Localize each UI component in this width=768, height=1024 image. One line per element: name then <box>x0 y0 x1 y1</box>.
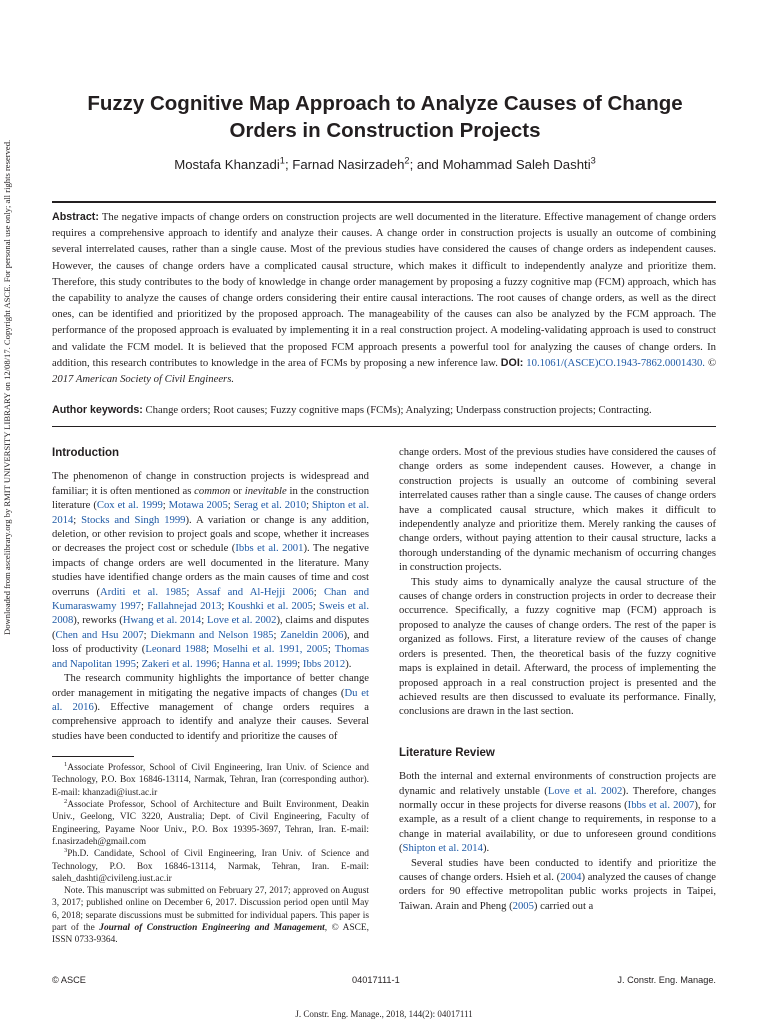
citation-link[interactable]: Shipton et al. 2014 <box>402 843 483 855</box>
citation-link[interactable]: Assaf and Al-Hejji 2006 <box>196 586 314 598</box>
text-run: Both the internal and external environments of construction projects are dynamic and relatively unstable ( <box>399 771 716 797</box>
author-list: Mostafa Khanzadi$^1$; Farnad Nasirzadeh$^2$; and Mohammad Saleh Dashti$^3$ <box>174 155 596 172</box>
abstract-text: The negative impacts of change orders on construction projects are well documented in the literature. Effective management of change orders requires a comprehensive approach to identify and analyze their causes. A change order in construction projects is usually an outcome of combining several interrelated causes, rather than a single cause. Most of the previous studies have considered the causes of change orders as independent causes. However, the causes of change orders have a complicated causal structure, which makes it difficult to independently analyze and prioritize them. Therefore, this study contributes to the body of knowledge in change order management by proposing a fuzzy cognitive map (FCM) approach, which has the capability to analyze the causes of change orders considering their entire causal interactions. The root causes of change orders, as well as the direct ones, can be identified and prioritized by the proposed approach. The manageability of the causes can also be analyzed by the FCM approach. The performance of the proposed approach is evaluated by implementing it in a real construction project. A modeling-validating approach is used to construct and validate the FCM model. It is believed that the proposed FCM approach presents a powerful tool for analyzing the causes of change orders. In addition, this research contributes to knowledge in the area of FCMs by proposing a new inference law. <box>52 211 716 369</box>
intro-paragraph-2 <box>52 672 369 744</box>
text-run: ; <box>135 658 142 670</box>
text-run: Several studies have been conducted to identify and prioritize the causes of change orders. Hsieh et al. ( <box>399 857 716 883</box>
text-run: ; <box>327 644 335 656</box>
literature-review-heading: Literature Review <box>399 746 495 759</box>
footnote <box>52 885 369 946</box>
footnotes <box>52 762 369 946</box>
text-run: ; <box>206 644 214 656</box>
citation-link[interactable]: Du et al. 2016 <box>52 687 369 713</box>
text-run: ). The negative impacts of change orders are well documented in the literature. Many studies have identified change orders as the main causes of time and cost overruns ( <box>52 543 370 598</box>
citation-link[interactable]: Shipton et al. 2014 <box>52 500 369 526</box>
footnote-text: Ph.D. Candidate, School of Civil Engineering, Iran Univ. of Science and Technology, P.O. Box 16846-13114, Narmak, Tehran, Iran. E-mail: saleh_dashti@civileng.iust.ac.ir <box>52 849 369 884</box>
text-run: ). Effective management of change orders requires a comprehensive approach to identify and analyze their causes. Several studies have been conducted to identify and prioritize the causes of <box>52 701 370 742</box>
abstract-top-rule <box>52 201 716 203</box>
citation-link[interactable]: Cox et al. 1999 <box>96 500 163 512</box>
text-run: ) analyzed the causes of change orders for 90 effective metropolitan public works projects in Taipei, Taiwan. Arain and Pheng ( <box>399 871 716 912</box>
author-name: Mostafa Khanzadi <box>174 157 280 172</box>
download-notice: Downloaded from ascelibrary.org by RMIT UNIVERSITY LIBRARY on 12/08/17. Copyright ASCE. For personal use only; all rights reserved. <box>2 139 12 635</box>
footnote-mark: 3 <box>64 847 68 855</box>
text-run: ) carried out a <box>533 900 594 912</box>
author-affiliation-mark: 1 <box>279 155 285 166</box>
citation-link[interactable]: Hanna et al. 1999 <box>222 658 298 670</box>
abstract-label: Abstract: <box>52 211 99 223</box>
footer-journal: J. Constr. Eng. Manage. <box>617 975 716 985</box>
text-run: ; <box>227 500 234 512</box>
footnote-rule <box>52 756 134 757</box>
intro-paragraph-2-continued <box>399 446 716 576</box>
citation-link[interactable]: Ibbs 2012 <box>302 658 346 670</box>
citation-link[interactable]: Fallahnejad 2013 <box>147 601 222 613</box>
doi-link[interactable]: 10.1061/(ASCE)CO.1943-7862.0001430. <box>526 356 705 369</box>
citation-link[interactable]: Leonard 1988 <box>145 644 207 656</box>
author-affiliation-mark: 2 <box>404 155 410 166</box>
intro-paragraph-1 <box>52 470 369 672</box>
keywords-text: Change orders; Root causes; Fuzzy cognitive maps (FCMs); Analyzing; Underpass construction projects; Contracting. <box>145 404 652 416</box>
emphasis: inevitable <box>244 485 287 497</box>
text-run: ; <box>143 629 151 641</box>
citation-link[interactable]: Chen and Hsu 2007 <box>55 629 144 641</box>
citation-link[interactable]: Love et al. 2002 <box>547 785 623 797</box>
footnote <box>52 799 369 848</box>
text-run: ), and loss of productivity ( <box>52 629 369 656</box>
text-run: ; <box>162 500 169 512</box>
paper-title: Fuzzy Cognitive Map Approach to Analyze Causes of Change Orders in Construction Projects <box>87 92 683 142</box>
author-name: Mohammad Saleh Dashti <box>442 157 591 172</box>
text-run: ; <box>312 601 320 613</box>
text-run: ), claims and disputes ( <box>52 615 369 641</box>
text-run: The research community highlights the importance of better change order management in mitigating the negative impacts of changes ( <box>52 673 369 699</box>
lit-paragraph-1 <box>399 770 716 856</box>
copyright: © 2017 American Society of Civil Engineers. <box>52 356 716 386</box>
text-run: ). A variation or change is any addition, deletion, or other revision to project goals and scope, whether it increases or decreases the project cost or schedule ( <box>52 514 369 555</box>
footnote-mark: 1 <box>64 761 68 768</box>
text-run: ; <box>221 601 228 613</box>
footnote <box>52 848 369 885</box>
citation-link[interactable]: Zaneldin 2006 <box>280 629 344 641</box>
footnote-text: Associate Professor, School of Civil Engineering, Iran Univ. of Science and Technology, P.O. Box 16846-13114, Narmak, Tehran, Iran (corresponding author). E-mail: khanzadi@iust.ac.ir <box>52 763 369 798</box>
left-column <box>52 446 369 947</box>
right-column <box>399 446 716 914</box>
citation-link[interactable]: Koushki et al. 2005 <box>227 601 313 613</box>
citation-link[interactable]: Arditi et al. 1985 <box>100 586 187 598</box>
text-run: ; <box>273 629 281 641</box>
text-run: ; <box>306 500 312 512</box>
citation-link[interactable]: Stocks and Singh 1999 <box>81 514 186 526</box>
text-run: ; <box>73 514 82 526</box>
intro-paragraph-3: This study aims to dynamically analyze the causal structure of the causes of change orders in construction projects in order to decrease their occurrence. Specifically, a fuzzy cognitive map (FCM) approach is proposed to analyze the causes of change orders. The rest of the paper is organized as follows. First, a literature review of the causes of change orders is presented. Then, the theoretical basis of the fuzzy cognitive maps is explained in detail. Afterward, the process of implementing the proposed approach in a real construction project is presented and the achieved results are then discussed to evaluate its performance. Finally, conclusions are drawn in the last section. <box>399 576 716 718</box>
lit-paragraph-2 <box>399 857 716 915</box>
citation-link[interactable]: 2004 <box>560 871 582 883</box>
doi-label: DOI: <box>500 356 524 369</box>
footnote-text: Associate Professor, School of Architecture and Built Environment, Deakin Univ., Geelong, VIC 3220, Australia; Dept. of Civil Engineering, Faculty of Engineering, Payame Noor Univ., P.O. Box 19395-3697, Tehran, Iran. E-mail: f.nasirzadeh@gmail.com <box>52 800 369 847</box>
citation-line: J. Constr. Eng. Manage., 2018, 144(2): 04017111 <box>295 1009 473 1019</box>
citation-link[interactable]: Hwang et al. 2014 <box>122 615 202 627</box>
footnote-text: Note. This manuscript was submitted on February 27, 2017; approved on August 3, 2017; published online on December 6, 2017. Discussion period open until May 6, 2018; separate discussions must be submitted for individual papers. This paper is part of the <box>52 886 369 933</box>
footnote-text: , © ASCE, ISSN 0733-9364. <box>52 922 369 946</box>
text-run: ), reworks ( <box>73 615 123 627</box>
author-affiliation-mark: 3 <box>590 155 596 166</box>
author-keywords <box>52 403 716 417</box>
citation-link[interactable]: Serag et al. 2010 <box>233 500 307 512</box>
citation-link[interactable]: Ibbs et al. 2001 <box>235 543 304 555</box>
citation-link[interactable]: Sweis et al. 2008 <box>52 601 370 627</box>
text-run: ; <box>313 586 324 598</box>
author-name: Farnad Nasirzadeh <box>292 157 405 172</box>
text-run: change orders. Most of the previous studies have considered the causes of change orders as some independent causes. However, a change in construction projects is usually an outcome of combining several interrelated causes rather than a single cause. The causes of change orders have a complicated causal structure, which makes it difficult to independently analyze and prioritize them. Merely ranking the causes of change orders, without paying attention to their causal structure, lacks a thorough understanding of the dynamic mechanism of occurring changes in construction projects. <box>399 447 716 574</box>
keywords-label: Author keywords: <box>52 404 143 416</box>
text-run: ; <box>140 601 148 613</box>
text-run: ; <box>186 586 197 598</box>
footer-publisher: © ASCE <box>52 975 86 985</box>
citation-link[interactable]: 2005 <box>512 900 534 912</box>
text-run: in the construction literature ( <box>52 485 370 512</box>
citation-link[interactable]: Chan and Kumaraswamy 1997 <box>52 586 370 613</box>
abstract <box>52 209 716 387</box>
emphasis: common <box>194 485 231 497</box>
text-run: or <box>230 485 245 497</box>
journal-name: Journal of Construction Engineering and Management <box>99 922 325 933</box>
text-run: ; <box>216 658 223 670</box>
text-run: ; <box>201 615 207 627</box>
introduction-heading: Introduction <box>52 447 120 459</box>
text-run: ; <box>297 658 303 670</box>
text-run: The phenomenon of change in construction projects is widespread and familiar; it is often mentioned as <box>52 471 369 497</box>
citation-link[interactable]: Love et al. 2002 <box>206 615 277 627</box>
citation-link[interactable]: Moselhi et al. 1991, 2005 <box>213 644 328 656</box>
citation-link[interactable]: Thomas and Napolitan 1995 <box>52 644 369 670</box>
text-run: ). <box>345 658 352 670</box>
text-run: ). Therefore, changes normally occur in these projects for diverse reasons ( <box>399 785 716 811</box>
footer-article-number: 04017111-1 <box>352 975 400 985</box>
text-run: ). <box>482 843 490 855</box>
text-run: ), for example, as a result of a client change to requirements, in response to a change in material availability, or due to unforeseen ground conditions ( <box>399 799 716 855</box>
footnote <box>52 762 369 799</box>
footnote-mark: 2 <box>64 797 68 805</box>
citation-link[interactable]: Motawa 2005 <box>168 500 228 512</box>
citation-link[interactable]: Diekmann and Nelson 1985 <box>150 629 274 641</box>
keywords-rule <box>52 426 716 427</box>
citation-link[interactable]: Zakeri et al. 1996 <box>141 658 217 670</box>
citation-link[interactable]: Ibbs et al. 2007 <box>627 799 695 811</box>
